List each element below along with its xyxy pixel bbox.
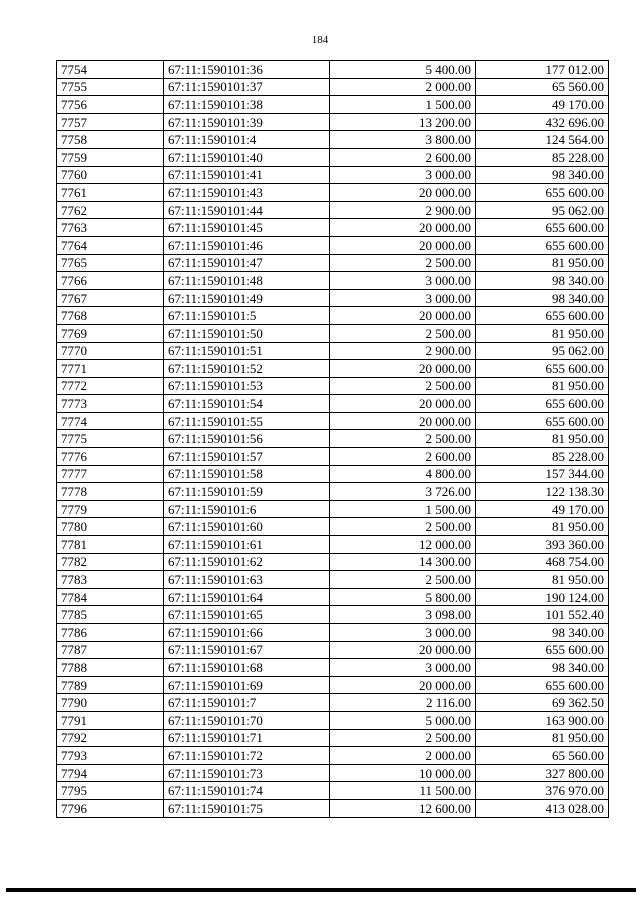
record-number-cell: 7775 [57, 430, 164, 448]
cadastral-number-cell: 67:11:1590101:58 [164, 465, 330, 483]
area-cell: 5 800.00 [330, 588, 476, 606]
table-row [57, 764, 609, 782]
record-number-cell: 7776 [57, 448, 164, 466]
table-row [57, 360, 609, 378]
cadastral-value-cell: 124 564.00 [476, 131, 609, 149]
area-cell: 20 000.00 [330, 360, 476, 378]
cadastral-number-cell: 67:11:1590101:69 [164, 676, 330, 694]
cadastral-value-cell: 655 600.00 [476, 236, 609, 254]
record-number-cell: 7778 [57, 483, 164, 501]
record-number-cell: 7774 [57, 412, 164, 430]
record-number-cell: 7755 [57, 78, 164, 96]
record-number-cell: 7762 [57, 201, 164, 219]
cadastral-value-cell: 81 950.00 [476, 254, 609, 272]
cadastral-value-cell: 655 600.00 [476, 676, 609, 694]
area-cell: 12 000.00 [330, 536, 476, 554]
record-number-cell: 7768 [57, 307, 164, 325]
record-number-cell: 7792 [57, 729, 164, 747]
cadastral-number-cell: 67:11:1590101:43 [164, 184, 330, 202]
area-cell: 2 900.00 [330, 342, 476, 360]
area-cell: 10 000.00 [330, 764, 476, 782]
table-row [57, 254, 609, 272]
record-number-cell: 7761 [57, 184, 164, 202]
cadastral-number-cell: 67:11:1590101:7 [164, 694, 330, 712]
table-row [57, 624, 609, 642]
table-row [57, 377, 609, 395]
area-cell: 20 000.00 [330, 412, 476, 430]
cadastral-value-cell: 98 340.00 [476, 166, 609, 184]
cadastral-value-cell: 81 950.00 [476, 324, 609, 342]
record-number-cell: 7772 [57, 377, 164, 395]
cadastral-number-cell: 67:11:1590101:57 [164, 448, 330, 466]
record-number-cell: 7757 [57, 113, 164, 131]
area-cell: 3 000.00 [330, 659, 476, 677]
record-number-cell: 7794 [57, 764, 164, 782]
area-cell: 20 000.00 [330, 676, 476, 694]
record-number-cell: 7758 [57, 131, 164, 149]
area-cell: 14 300.00 [330, 553, 476, 571]
record-number-cell: 7767 [57, 289, 164, 307]
cadastral-value-cell: 81 950.00 [476, 729, 609, 747]
record-number-cell: 7788 [57, 659, 164, 677]
area-cell: 2 600.00 [330, 448, 476, 466]
cadastral-value-cell: 101 552.40 [476, 606, 609, 624]
cadastral-number-cell: 67:11:1590101:68 [164, 659, 330, 677]
area-cell: 5 000.00 [330, 711, 476, 729]
table-row [57, 61, 609, 79]
area-cell: 2 500.00 [330, 571, 476, 589]
cadastral-number-cell: 67:11:1590101:47 [164, 254, 330, 272]
record-number-cell: 7769 [57, 324, 164, 342]
table-row [57, 518, 609, 536]
cadastral-number-cell: 67:11:1590101:67 [164, 641, 330, 659]
table-row [57, 483, 609, 501]
cadastral-value-cell: 468 754.00 [476, 553, 609, 571]
cadastral-value-cell: 65 560.00 [476, 78, 609, 96]
area-cell: 3 098.00 [330, 606, 476, 624]
table-row [57, 236, 609, 254]
area-cell: 3 800.00 [330, 131, 476, 149]
area-cell: 2 116.00 [330, 694, 476, 712]
cadastral-value-cell: 98 340.00 [476, 272, 609, 290]
table-row [57, 184, 609, 202]
cadastral-value-cell: 655 600.00 [476, 219, 609, 237]
cadastral-number-cell: 67:11:1590101:62 [164, 553, 330, 571]
cadastral-value-cell: 122 138.30 [476, 483, 609, 501]
record-number-cell: 7777 [57, 465, 164, 483]
record-number-cell: 7786 [57, 624, 164, 642]
cadastral-value-cell: 49 170.00 [476, 500, 609, 518]
table-row [57, 78, 609, 96]
cadastral-number-cell: 67:11:1590101:66 [164, 624, 330, 642]
record-number-cell: 7770 [57, 342, 164, 360]
record-number-cell: 7782 [57, 553, 164, 571]
cadastral-value-cell: 177 012.00 [476, 61, 609, 79]
table-row [57, 201, 609, 219]
cadastral-number-cell: 67:11:1590101:61 [164, 536, 330, 554]
cadastral-number-cell: 67:11:1590101:46 [164, 236, 330, 254]
table-row [57, 729, 609, 747]
table-row [57, 272, 609, 290]
cadastral-number-cell: 67:11:1590101:53 [164, 377, 330, 395]
page-number: 184 [311, 34, 329, 46]
area-cell: 4 800.00 [330, 465, 476, 483]
cadastral-number-cell: 67:11:1590101:73 [164, 764, 330, 782]
cadastral-number-cell: 67:11:1590101:71 [164, 729, 330, 747]
cadastral-number-cell: 67:11:1590101:44 [164, 201, 330, 219]
cadastral-number-cell: 67:11:1590101:65 [164, 606, 330, 624]
area-cell: 20 000.00 [330, 219, 476, 237]
record-number-cell: 7763 [57, 219, 164, 237]
cadastral-value-cell: 157 344.00 [476, 465, 609, 483]
table-row [57, 782, 609, 800]
cadastral-value-cell: 163 900.00 [476, 711, 609, 729]
area-cell: 2 500.00 [330, 729, 476, 747]
area-cell: 2 500.00 [330, 377, 476, 395]
record-number-cell: 7754 [57, 61, 164, 79]
table-row [57, 799, 609, 817]
cadastral-number-cell: 67:11:1590101:48 [164, 272, 330, 290]
cadastral-number-cell: 67:11:1590101:52 [164, 360, 330, 378]
area-cell: 20 000.00 [330, 307, 476, 325]
record-number-cell: 7791 [57, 711, 164, 729]
cadastral-value-cell: 655 600.00 [476, 184, 609, 202]
area-cell: 20 000.00 [330, 236, 476, 254]
table-row [57, 536, 609, 554]
table-row [57, 694, 609, 712]
table-row [57, 395, 609, 413]
cadastral-value-cell: 376 970.00 [476, 782, 609, 800]
cadastral-number-cell: 67:11:1590101:72 [164, 747, 330, 765]
cadastral-value-cell: 81 950.00 [476, 518, 609, 536]
table-row [57, 553, 609, 571]
table-row [57, 659, 609, 677]
cadastral-value-cell: 49 170.00 [476, 96, 609, 114]
cadastral-value-cell: 98 340.00 [476, 659, 609, 677]
record-number-cell: 7787 [57, 641, 164, 659]
record-number-cell: 7796 [57, 799, 164, 817]
record-number-cell: 7793 [57, 747, 164, 765]
cadastral-value-cell: 85 228.00 [476, 448, 609, 466]
table-row [57, 131, 609, 149]
area-cell: 1 500.00 [330, 500, 476, 518]
cadastral-value-cell: 432 696.00 [476, 113, 609, 131]
area-cell: 11 500.00 [330, 782, 476, 800]
cadastral-value-cell: 655 600.00 [476, 360, 609, 378]
area-cell: 20 000.00 [330, 641, 476, 659]
table-row [57, 430, 609, 448]
record-number-cell: 7773 [57, 395, 164, 413]
cadastral-number-cell: 67:11:1590101:37 [164, 78, 330, 96]
cadastral-value-cell: 69 362.50 [476, 694, 609, 712]
table-row [57, 571, 609, 589]
record-number-cell: 7785 [57, 606, 164, 624]
record-number-cell: 7759 [57, 148, 164, 166]
cadastral-number-cell: 67:11:1590101:39 [164, 113, 330, 131]
cadastral-value-cell: 655 600.00 [476, 395, 609, 413]
cadastral-number-cell: 67:11:1590101:74 [164, 782, 330, 800]
cadastral-value-cell: 655 600.00 [476, 412, 609, 430]
table-row [57, 747, 609, 765]
cadastral-value-cell: 393 360.00 [476, 536, 609, 554]
area-cell: 3 000.00 [330, 166, 476, 184]
cadastral-number-cell: 67:11:1590101:6 [164, 500, 330, 518]
cadastral-number-cell: 67:11:1590101:50 [164, 324, 330, 342]
cadastral-number-cell: 67:11:1590101:63 [164, 571, 330, 589]
record-number-cell: 7765 [57, 254, 164, 272]
table-row [57, 500, 609, 518]
record-number-cell: 7756 [57, 96, 164, 114]
cadastral-number-cell: 67:11:1590101:45 [164, 219, 330, 237]
cadastral-number-cell: 67:11:1590101:56 [164, 430, 330, 448]
land-registry-table [56, 60, 609, 818]
cadastral-value-cell: 655 600.00 [476, 641, 609, 659]
cadastral-number-cell: 67:11:1590101:38 [164, 96, 330, 114]
area-cell: 12 600.00 [330, 799, 476, 817]
cadastral-value-cell: 95 062.00 [476, 201, 609, 219]
area-cell: 2 000.00 [330, 78, 476, 96]
cadastral-value-cell: 98 340.00 [476, 289, 609, 307]
area-cell: 5 400.00 [330, 61, 476, 79]
cadastral-value-cell: 190 124.00 [476, 588, 609, 606]
table-row [57, 448, 609, 466]
table-row [57, 148, 609, 166]
cadastral-number-cell: 67:11:1590101:4 [164, 131, 330, 149]
table-row [57, 307, 609, 325]
bottom-rule [6, 888, 636, 892]
registry-table-body [57, 61, 609, 818]
record-number-cell: 7766 [57, 272, 164, 290]
area-cell: 3 726.00 [330, 483, 476, 501]
cadastral-value-cell: 327 800.00 [476, 764, 609, 782]
table-row [57, 465, 609, 483]
cadastral-number-cell: 67:11:1590101:55 [164, 412, 330, 430]
cadastral-number-cell: 67:11:1590101:70 [164, 711, 330, 729]
cadastral-number-cell: 67:11:1590101:41 [164, 166, 330, 184]
cadastral-value-cell: 655 600.00 [476, 307, 609, 325]
area-cell: 3 000.00 [330, 289, 476, 307]
cadastral-number-cell: 67:11:1590101:49 [164, 289, 330, 307]
area-cell: 3 000.00 [330, 272, 476, 290]
area-cell: 20 000.00 [330, 395, 476, 413]
record-number-cell: 7781 [57, 536, 164, 554]
record-number-cell: 7789 [57, 676, 164, 694]
area-cell: 13 200.00 [330, 113, 476, 131]
cadastral-value-cell: 85 228.00 [476, 148, 609, 166]
area-cell: 3 000.00 [330, 624, 476, 642]
area-cell: 1 500.00 [330, 96, 476, 114]
area-cell: 2 000.00 [330, 747, 476, 765]
cadastral-number-cell: 67:11:1590101:5 [164, 307, 330, 325]
record-number-cell: 7771 [57, 360, 164, 378]
record-number-cell: 7780 [57, 518, 164, 536]
record-number-cell: 7764 [57, 236, 164, 254]
area-cell: 2 500.00 [330, 518, 476, 536]
table-row [57, 324, 609, 342]
record-number-cell: 7784 [57, 588, 164, 606]
cadastral-number-cell: 67:11:1590101:51 [164, 342, 330, 360]
cadastral-value-cell: 81 950.00 [476, 377, 609, 395]
record-number-cell: 7795 [57, 782, 164, 800]
record-number-cell: 7760 [57, 166, 164, 184]
table-row [57, 588, 609, 606]
table-row [57, 342, 609, 360]
cadastral-number-cell: 67:11:1590101:60 [164, 518, 330, 536]
area-cell: 2 900.00 [330, 201, 476, 219]
table-row [57, 219, 609, 237]
table-row [57, 711, 609, 729]
cadastral-value-cell: 81 950.00 [476, 430, 609, 448]
table-row [57, 606, 609, 624]
table-row [57, 676, 609, 694]
record-number-cell: 7779 [57, 500, 164, 518]
table-row [57, 641, 609, 659]
table-row [57, 289, 609, 307]
record-number-cell: 7790 [57, 694, 164, 712]
table-row [57, 412, 609, 430]
area-cell: 2 500.00 [330, 324, 476, 342]
cadastral-number-cell: 67:11:1590101:54 [164, 395, 330, 413]
cadastral-value-cell: 81 950.00 [476, 571, 609, 589]
area-cell: 20 000.00 [330, 184, 476, 202]
record-number-cell: 7783 [57, 571, 164, 589]
area-cell: 2 500.00 [330, 254, 476, 272]
cadastral-number-cell: 67:11:1590101:36 [164, 61, 330, 79]
cadastral-number-cell: 67:11:1590101:64 [164, 588, 330, 606]
cadastral-value-cell: 95 062.00 [476, 342, 609, 360]
table-row [57, 166, 609, 184]
area-cell: 2 600.00 [330, 148, 476, 166]
cadastral-number-cell: 67:11:1590101:40 [164, 148, 330, 166]
table-row [57, 113, 609, 131]
cadastral-number-cell: 67:11:1590101:59 [164, 483, 330, 501]
table-row [57, 96, 609, 114]
cadastral-value-cell: 413 028.00 [476, 799, 609, 817]
cadastral-value-cell: 98 340.00 [476, 624, 609, 642]
area-cell: 2 500.00 [330, 430, 476, 448]
cadastral-value-cell: 65 560.00 [476, 747, 609, 765]
cadastral-number-cell: 67:11:1590101:75 [164, 799, 330, 817]
